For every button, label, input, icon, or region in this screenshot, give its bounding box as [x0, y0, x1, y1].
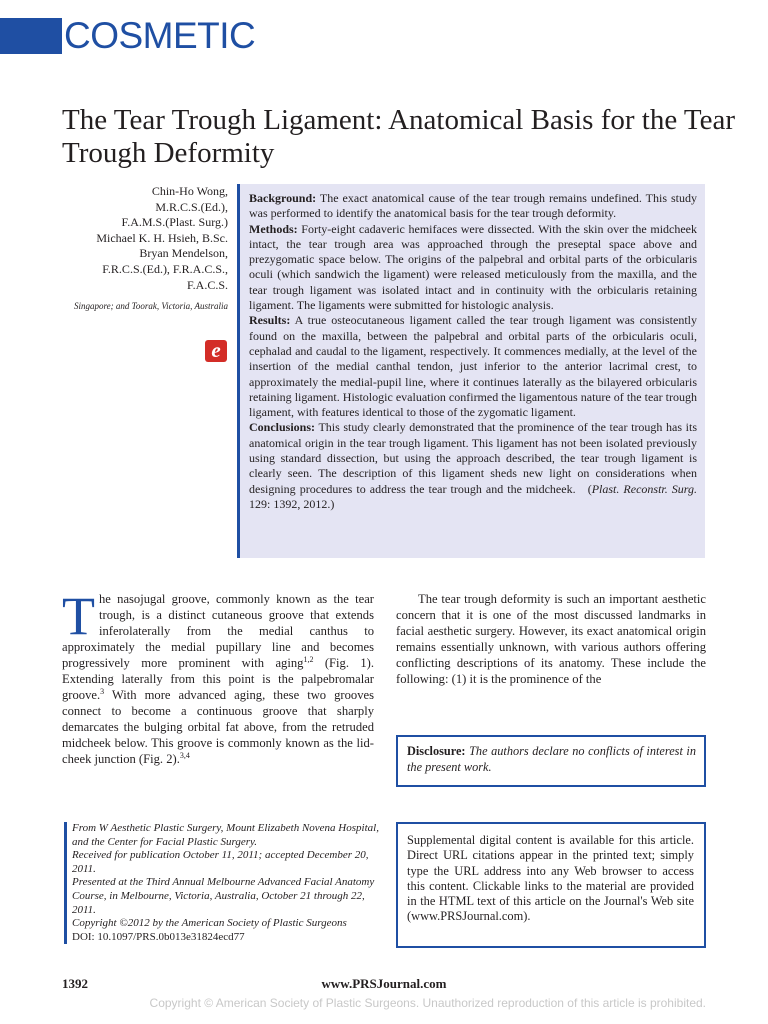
body-column-right: The tear trough deformity is such an important aesthetic concern that it is one of the most discussed landmarks in facial aesthetic surgery. However, its exact anatomical origin remains essentially unknown, with various authors offering conflicting descriptions of its anatomy. These include the following: (1) it is the prominence of the: [396, 592, 706, 686]
drop-cap: T: [62, 586, 95, 646]
disclosure-label: Disclosure:: [407, 744, 466, 758]
abstract-conclusions: Conclusions: This study clearly demonstrated that the prominence of the tear trough has its anatomical origin in the tear trough ligament. This ligament has not been isolated previously using standard dissection, but using the approach described, the tear trough ligament is clearly seen. The description of this ligament sheds new light on considerations when designing procedures to address the tear trough and the midcheek. (Plast. Reconstr. Surg. 129: 1392, 2012.): [249, 420, 698, 511]
abstract-background: Background: The exact anatomical cause of the tear trough remains undefined. This study was performed to identify the anatomical basis for the tear trough deformity.: [249, 191, 697, 221]
article-title: The Tear Trough Ligament: Anatomical Basis for the Tear Trough Deformity: [62, 104, 736, 169]
copyright-notice: Copyright © American Society of Plastic Surgeons. Unauthorized reproduction of this article is prohibited.: [149, 996, 706, 1010]
abstract-background-label: Background:: [249, 191, 317, 205]
supplemental-content-box: Supplemental digital content is available for this article. Direct URL citations appear in the printed text; simply type the URL address into any Web browser to access this content. Clickable links to the material are provided in the HTML text of this article on the Journal's Web site (www.PRSJournal.com).: [396, 822, 706, 948]
citation-details: 129: 1392, 2012.): [249, 496, 335, 511]
author-line: M.R.C.S.(Ed.),: [155, 199, 228, 214]
enhanced-content-icon[interactable]: e: [205, 340, 227, 362]
reference-superscript[interactable]: 3: [100, 686, 105, 696]
doi-link[interactable]: DOI: 10.1097/PRS.0b013e31824ecd77: [72, 930, 245, 943]
author-line: Michael K. H. Hsieh, B.Sc.: [96, 230, 228, 245]
author-affiliation: Singapore; and Toorak, Victoria, Australia: [73, 301, 228, 311]
disclosure-text: The authors declare no conflicts of interest in the present work.: [407, 744, 696, 774]
abstract-results: Results: A true osteocutaneous ligament called the tear trough ligament was consistently found on the maxilla, between the palpebral and orbital parts of the orbicularis oculi, cephalad and caudal to the ligament, respectively. It commences medially, at the level of the insertion of the medial canthal tendon, just inferior to the anterior lacrimal crest, to approximately the medial-pupil line, where it continues laterally as the bilayered orbicularis retaining ligament. Histologic evaluation confirmed the ligamentous nature of the tear trough ligament, with features identical to those of the zygomatic ligament.: [249, 313, 698, 420]
reference-superscript[interactable]: 1,2: [303, 654, 314, 664]
disclosure-box: [396, 735, 706, 787]
abstract-conclusions-label: Conclusions:: [249, 420, 316, 435]
article-footnote: [64, 822, 386, 944]
abstract-box: [237, 184, 705, 558]
author-line: Bryan Mendelson,: [139, 246, 228, 261]
author-line: Chin-Ho Wong,: [151, 184, 228, 198]
body-column-left: The nasojugal groove, commonly known as the tear trough, is a distinct cutaneous groove that extends inferolaterally from the medial canthus to approximately the medial pupillary line and becomes progressively more prominent with aging$^{1,2}$ (Fig. 1). Extending laterally from this point is the palpebromalar groove.$^3$ With more advanced aging, these two grooves connect to become a continuous groove that sharply demarcates the bulging orbital fat above, from the retruded midcheek below. This groove is commonly known as the lid-cheek junction (Fig. 2).$^{3,4}$: [62, 586, 374, 766]
citation-journal: Plast. Reconstr. Surg.: [591, 481, 698, 496]
abstract-results-label: Results:: [249, 313, 291, 328]
footnote-institution: From W Aesthetic Plastic Surgery, Mount Elizabeth Novena Hospital, and the Center for Facial Plastic Surgery.: [72, 822, 379, 848]
abstract-methods: Methods: Forty-eight cadaveric hemifaces were dissected. With the skin over the midcheek intact, the tear trough area was approached through the preseptal space above and prezygomatic space below. The origins of the palpebral and orbital parts of the orbicularis oculi (which sandwich the ligament) were released meticulously from the maxilla, and the tear trough ligament was isolated intact and in continuity with the orbicularis retaining ligament. The ligaments were submitted for histologic analysis.: [249, 221, 698, 313]
reference-superscript[interactable]: 3,4: [179, 750, 190, 760]
footnote-copyright: Copyright ©2012 by the American Society of Plastic Surgeons: [72, 917, 347, 930]
author-list: [60, 184, 228, 293]
author-line: F.R.C.S.(Ed.), F.R.A.C.S.,: [102, 261, 228, 276]
footnote-dates: Received for publication October 11, 2011; accepted December 20, 2011.: [72, 849, 369, 875]
section-color-bar: [0, 18, 62, 54]
author-line: F.A.C.S.: [186, 277, 228, 292]
section-label: COSMETIC: [64, 15, 256, 56]
author-line: F.A.M.S.(Plast. Surg.): [121, 215, 228, 230]
abstract-methods-label: Methods:: [249, 221, 298, 236]
page-number: 1392: [62, 976, 88, 991]
footnote-presented: Presented at the Third Annual Melbourne Advanced Facial Anatomy Course, in Melbourne, Victoria, Australia, October 21 through 22, 2011.: [72, 876, 375, 916]
journal-url[interactable]: www.PRSJournal.com: [321, 976, 447, 991]
